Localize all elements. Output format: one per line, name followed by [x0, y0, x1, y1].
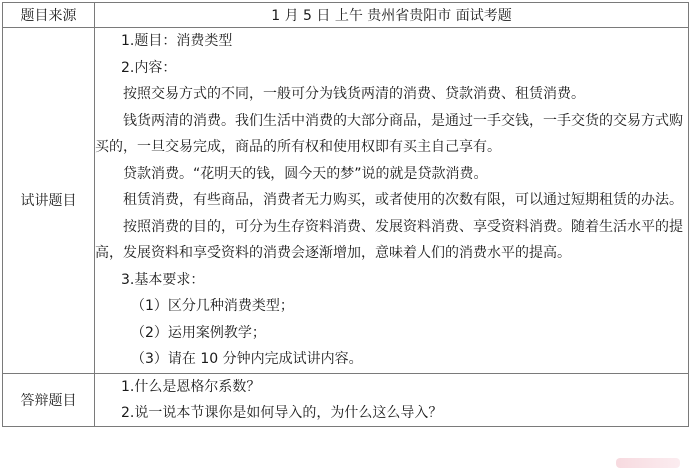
defense-row	[3, 373, 689, 426]
requirement-item-2: （2）运用案例教学；	[131, 324, 266, 341]
lecture-title-line: 1.题目：消费类型	[121, 33, 233, 49]
lecture-paragraph-5: 按照消费的目的，可分为生存资料消费、发展资料消费、享受资料消费。随着生活水平的提高，发展资料和享受资料的消费会逐渐增加，意味着人们的消费水平的提高。	[95, 218, 683, 261]
defense-label-cell	[3, 373, 95, 426]
source-label-cell	[3, 3, 95, 28]
lecture-content-heading: 2.内容：	[121, 59, 177, 76]
watermark-smudge	[616, 458, 680, 468]
requirement-item-3: （3）请在 10 分钟内完成试讲内容。	[131, 351, 363, 367]
lecture-paragraph-3: 贷款消费。“花明天的钱，圆今天的梦”说的就是贷款消费。	[123, 165, 488, 182]
lecture-row	[3, 28, 689, 374]
exam-question-table	[2, 2, 689, 427]
lecture-paragraph-2: 钱货两清的消费。我们生活中消费的大部分商品，是通过一手交钱，一手交货的交易方式购买的，一旦交易完成，商品的所有权和使用权即有买主自己享有。	[95, 112, 683, 155]
lecture-label-cell	[3, 28, 95, 374]
source-value-cell	[95, 3, 689, 28]
source-value: 1 月 5 日 上午 贵州省贵阳市 面试考题	[271, 8, 512, 24]
source-label: 题目来源	[20, 8, 77, 24]
defense-question-1: 1.什么是恩格尔系数？	[121, 378, 261, 395]
lecture-paragraph-1: 按照交易方式的不同，一般可分为钱货两清的消费、贷款消费、租赁消费。	[123, 86, 585, 102]
header-row	[3, 3, 689, 28]
defense-label: 答辩题目	[20, 392, 77, 409]
requirement-item-1: （1）区分几种消费类型；	[131, 298, 294, 314]
lecture-paragraph-4: 租赁消费，有些商品，消费者无力购买，或者使用的次数有限，可以通过短期租赁的办法。	[123, 192, 683, 208]
lecture-label: 试讲题目	[20, 193, 77, 210]
lecture-content-cell	[95, 28, 689, 374]
requirements-heading: 3.基本要求：	[121, 271, 205, 288]
defense-content-cell	[95, 373, 689, 426]
defense-question-2: 2.说一说本节课你是如何导入的，为什么这么导入？	[121, 404, 443, 421]
